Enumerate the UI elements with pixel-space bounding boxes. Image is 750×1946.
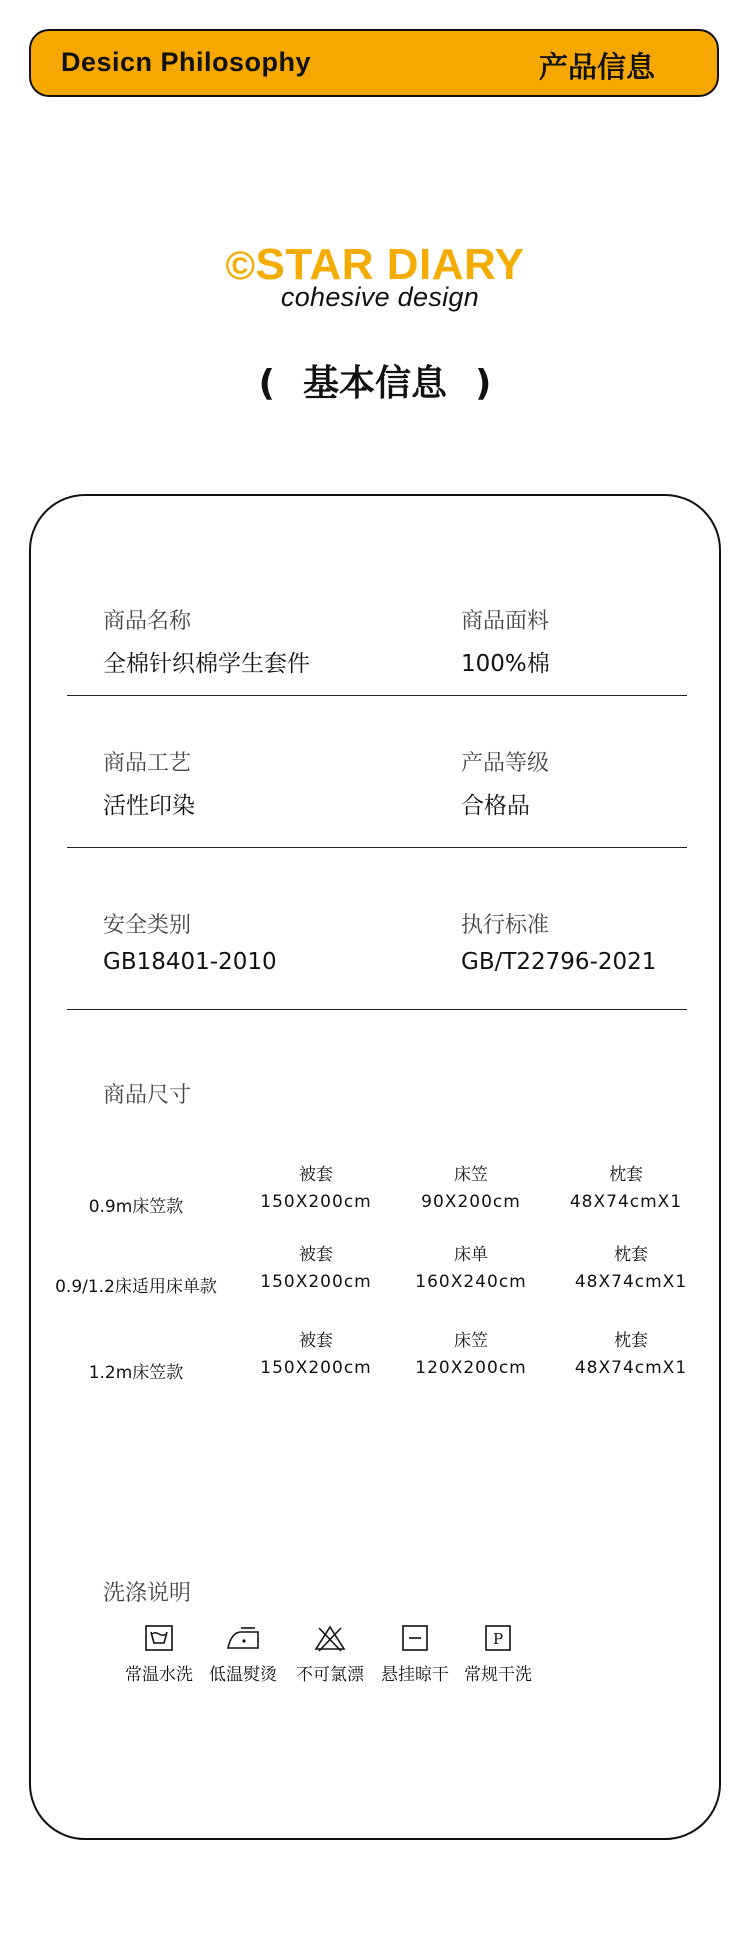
care-label: 不可氯漂 [296, 1665, 364, 1685]
divider [67, 1009, 687, 1010]
info-label: 执行标准 [461, 913, 550, 938]
svg-text:P: P [492, 1630, 504, 1648]
size-item-label: 枕套 [614, 1331, 648, 1351]
hang-dry-icon [400, 1624, 430, 1652]
size-item-value: 120X200cm [415, 1358, 527, 1378]
size-item-value: 48X74cmX1 [574, 1358, 688, 1378]
info-label: 商品名称 [103, 609, 192, 634]
size-item-value: 48X74cmX1 [574, 1272, 688, 1292]
care-item [458, 1624, 538, 1685]
section-title-close-paren: ) [475, 363, 492, 404]
copyright-mark: © [225, 244, 256, 288]
care-item [375, 1624, 455, 1685]
banner-left-text: Desicn Philosophy [61, 47, 312, 77]
size-item-label: 枕套 [614, 1245, 648, 1265]
care-item [203, 1624, 283, 1685]
care-label: 常温水洗 [125, 1665, 193, 1685]
info-label: 商品面料 [461, 609, 550, 634]
section-title-text: 基本信息 [302, 363, 447, 404]
brand-tagline: cohesive design [280, 282, 480, 312]
banner-right-text: 产品信息 [538, 50, 655, 84]
section-title-open-paren: ( [258, 363, 275, 404]
info-field [461, 604, 550, 678]
care-label: 悬挂晾干 [381, 1665, 449, 1685]
info-field [461, 746, 549, 820]
brand-name: STAR DIARY [255, 240, 525, 289]
product-info-card [29, 494, 721, 1840]
size-item-value: 160X240cm [415, 1272, 527, 1292]
size-item-value: 150X200cm [260, 1192, 372, 1212]
info-field [103, 746, 195, 820]
size-row-name: 0.9/1.2床适用床单款 [55, 1277, 217, 1297]
iron-low-icon [225, 1624, 261, 1652]
size-item-value: 150X200cm [260, 1272, 372, 1292]
divider [67, 847, 687, 848]
info-value: GB/T22796-2021 [461, 949, 657, 975]
dry-clean-p-icon [483, 1624, 513, 1652]
size-item-label: 枕套 [609, 1165, 643, 1185]
care-label: 低温熨烫 [209, 1665, 277, 1685]
info-label: 产品等级 [461, 751, 550, 776]
info-value: 活性印染 [103, 793, 195, 819]
info-label: 安全类别 [103, 913, 192, 938]
wash-basin-icon [144, 1624, 174, 1652]
size-item-label: 床单 [454, 1245, 488, 1265]
size-item-label: 床笠 [454, 1331, 488, 1351]
info-value: GB18401-2010 [103, 949, 277, 975]
size-item-label: 被套 [299, 1331, 333, 1351]
info-field [103, 604, 310, 678]
info-field [461, 908, 656, 975]
info-value: 100%棉 [461, 651, 550, 677]
sizes-title: 商品尺寸 [103, 1083, 192, 1108]
size-row-name: 0.9m床笠款 [88, 1197, 184, 1217]
size-item-value: 90X200cm [421, 1192, 521, 1212]
header-banner [29, 29, 719, 97]
size-item-label: 床笠 [454, 1165, 488, 1185]
care-label: 常规干洗 [464, 1665, 532, 1685]
size-item-label: 被套 [299, 1245, 333, 1265]
divider [67, 695, 687, 696]
info-field [103, 908, 277, 975]
size-item-value: 48X74cmX1 [569, 1192, 683, 1212]
care-item [290, 1624, 370, 1685]
size-row-name: 1.2m床笠款 [88, 1363, 184, 1383]
no-bleach-icon [314, 1624, 346, 1652]
size-item-label: 被套 [299, 1165, 333, 1185]
care-item [119, 1624, 199, 1685]
info-value: 合格品 [461, 793, 530, 819]
info-value: 全棉针织棉学生套件 [103, 651, 310, 677]
section-title [0, 355, 750, 406]
info-label: 商品工艺 [103, 751, 192, 776]
size-item-value: 150X200cm [260, 1358, 372, 1378]
care-title: 洗涤说明 [103, 1581, 192, 1606]
